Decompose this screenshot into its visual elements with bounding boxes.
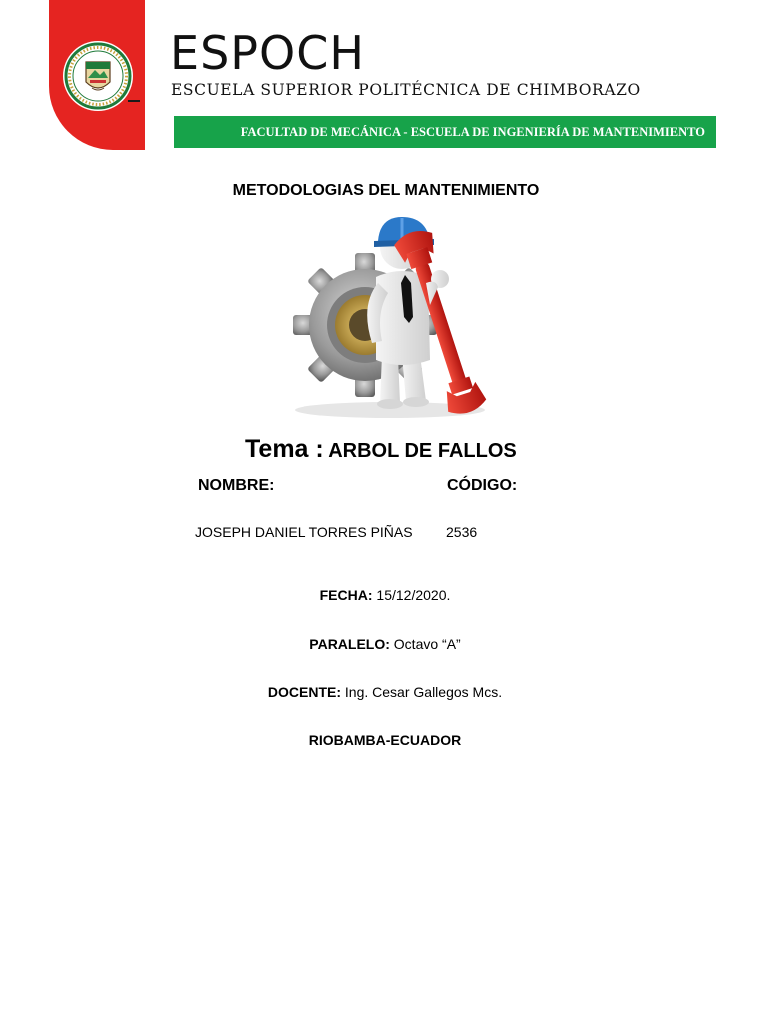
location-line (0, 732, 768, 748)
topic (245, 435, 517, 464)
section-label: PARALELO: (309, 636, 390, 652)
section-value: Octavo “A” (393, 636, 461, 652)
section-line (0, 636, 768, 652)
teacher-value: Ing. Cesar Gallegos Mcs. (344, 684, 503, 700)
teacher-label: DOCENTE: (267, 684, 342, 700)
student-name: JOSEPH DANIEL TORRES PIÑAS (195, 524, 413, 540)
faculty-band-text: FACULTAD DE MECÁNICA - ESCUELA DE INGENIERÍA DE MANTENIMIENTO (240, 124, 705, 139)
topic-value: ARBOL DE FALLOS (328, 440, 517, 462)
course-title: METODOLOGIAS DEL MANTENIMIENTO (232, 182, 540, 199)
name-header: NOMBRE: (198, 477, 275, 494)
location: RIOBAMBA-ECUADOR (308, 732, 462, 748)
institution-name: ESCUELA SUPERIOR POLITÉCNICA DE CHIMBORAZO (171, 81, 641, 99)
university-seal-icon (62, 40, 134, 112)
student-code: 2536 (446, 524, 478, 540)
topic-label: Tema : (245, 435, 324, 463)
seal-divider (128, 100, 140, 102)
brand-name: ESPOCH (170, 26, 365, 80)
date-label: FECHA: (319, 587, 373, 603)
faculty-band (174, 116, 716, 148)
teacher-line (0, 684, 768, 700)
worker-with-wrench-and-gear-icon (290, 205, 490, 425)
date-line (0, 587, 768, 603)
code-header: CÓDIGO: (447, 477, 518, 494)
date-value: 15/12/2020. (376, 587, 451, 603)
